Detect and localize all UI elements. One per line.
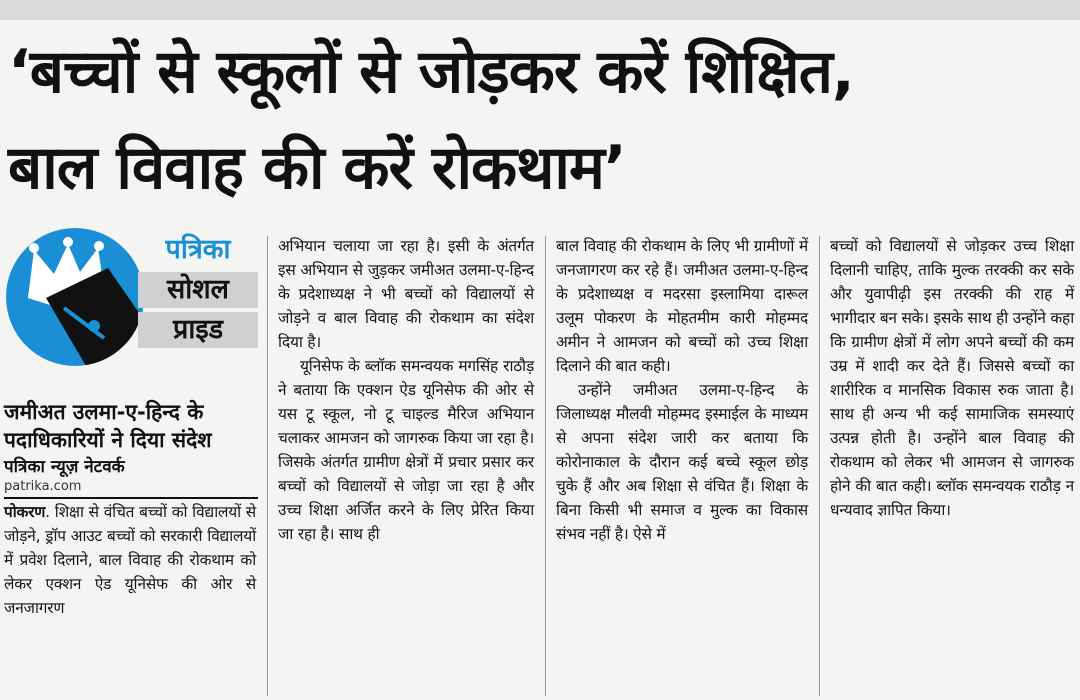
article-column-4 [830,234,1074,522]
headline [8,24,1078,216]
website: patrika.com [4,479,82,494]
headline-line-1: ‘बच्चों से स्कूलों से जोड़कर करें शिक्षित, [8,37,854,107]
logo-word-social: सोशल [138,272,258,308]
divider [4,497,258,499]
column-4-paragraph-1: बच्चों को विद्यालयों से जोड़कर उच्च शिक्षा दिलानी चाहिए, ताकि मुल्क तरक्की कर सके और युवापीढ़ी इस तरक्की की राह में भागीदार बन सके। इसके साथ ही उन्होंने कहा कि ग्रामीण क्षेत्रों में लोग अपने बच्चों की कम उम्र में शादी कर देते हैं। जिससे बच्चों का शारीरिक व मानसिक विकास रुक जाता है। साथ ही अन्य भी कई सामाजिक समस्याएं उत्पन्न होती है। उन्होंने बाल विवाह की रोकथाम को लेकर भी आमजन से जागरुक होने की बात कही। ब्लॉक समन्वयक राठौड़ न धन्यवाद ज्ञापित किया। [830,237,1074,519]
column-2-paragraph-1: अभियान चलाया जा रहा है। इसी के अंतर्गत इस अभियान से जुड़कर जमीअत उलमा-ए-हिन्द के प्रदेशाध्यक्ष ने भी बच्चों को विद्यालयों से जोड़ने व बाल विवाह की रोकथाम का संदेश दिया है। [278,237,534,351]
article-column-1 [4,500,256,620]
column-2-paragraph-2: यूनिसेफ के ब्लॉक समन्वयक मगसिंह राठौड़ ने बताया कि एक्शन ऐड यूनिसेफ की ओर से यस टू स्कूल, नो टू चाइल्ड मैरिज अभियान चलाकर आमजन को जागरुक किया जा रहा है। जिसके अंतर्गत ग्रामीण क्षेत्रों में प्रचार प्रसार कर बच्चों को विद्यालयों से जोड़ा जा रहा है और उच्च शिक्षा अर्जित करने के लिए प्रेरित किया जा रहा है। साथ ही [278,357,534,543]
crown-pen-nib-icon [6,228,144,366]
subheadline: जमीअत उलमा-ए-हिन्द के पदाधिकारियों ने दिया संदेश [4,400,212,452]
patrika-social-pride-logo [0,226,262,386]
byline: पत्रिका न्यूज़ नेटवर्क [4,457,125,477]
logo-circle [6,228,144,366]
column-separator [545,236,546,696]
article-column-2 [278,234,534,546]
logo-word-patrika: पत्रिका [165,234,231,265]
dateline: पोकरण [4,503,46,521]
logo-wordmark [138,232,258,352]
column-3-paragraph-2: उन्होंने जमीअत उलमा-ए-हिन्द के जिलाध्यक्ष मौलवी मोहम्मद इस्माईल के माध्यम से अपना संदेश जारी कर बताया कि कोरोनाकाल के दौरान कई बच्चे स्कूल छोड़ चुके हैं और अब शिक्षा से वंचित हैं। शिक्षा के बिना किसी भी समाज व मुल्क का विकास संभव नहीं है। ऐसे में [556,381,808,543]
article-column-3 [556,234,808,546]
logo-word-pride: प्राइड [138,312,258,348]
column-3-paragraph-1: बाल विवाह की रोकथाम के लिए भी ग्रामीणों में जनजागरण कर रहे हैं। जमीअत उलमा-ए-हिन्द के प्रदेशाध्यक्ष व मदरसा इस्लामिया दारूल उलूम पोकरण के मोहतमीम कारी मोहम्मद अमीन ने आमजन को बच्चों को उच्च शिक्षा दिलाने की बात कही। [556,237,808,375]
column-1-text: . शिक्षा से वंचित बच्चों को विद्यालयों से जोड़ने, ड्रॉप आउट बच्चों को सरकारी विद्यालयों में प्रवेश दिलाने, बाल विवाह की रोकथाम को लेकर एक्शन ऐड यूनिसेफ की ओर से जनजागरण [4,503,256,617]
newspaper-clipping [0,20,1080,700]
column-separator [819,236,820,696]
headline-line-2: बाल विवाह की करें रोकथाम’ [8,133,626,203]
column-separator [267,236,268,696]
